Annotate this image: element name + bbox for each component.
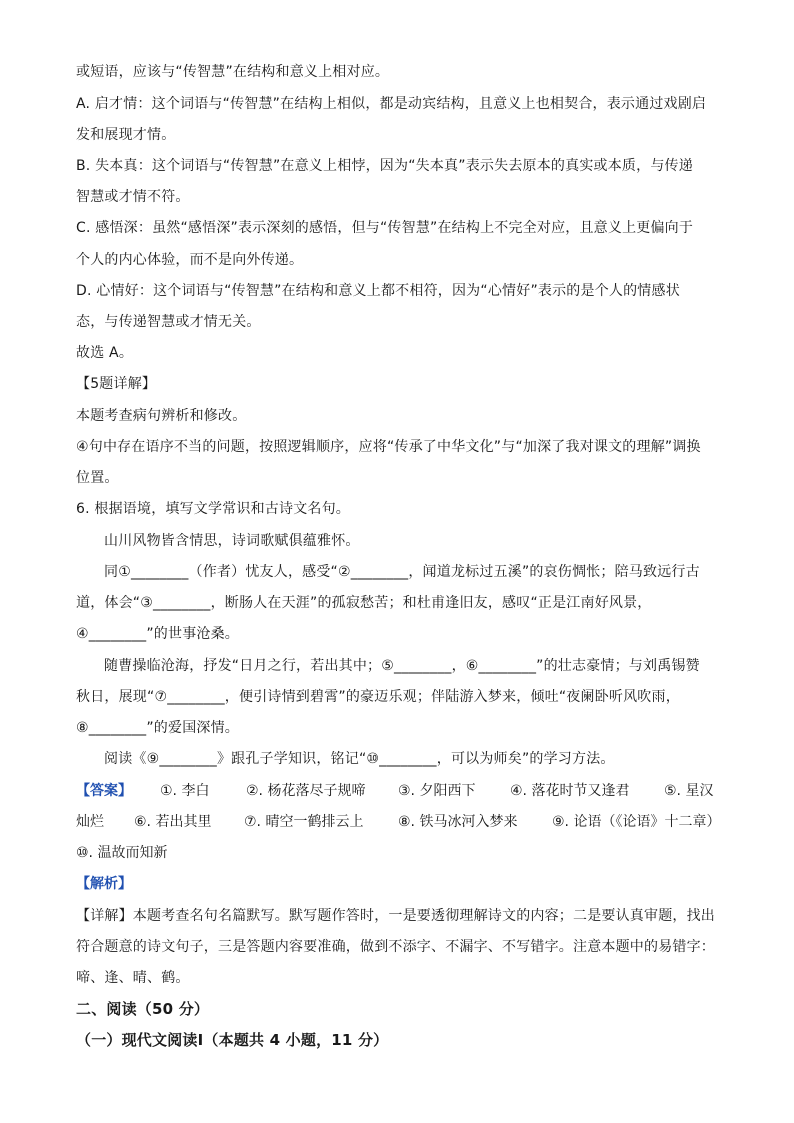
answer-text: 星汉 [685, 783, 714, 799]
text-line: 位置。 [76, 470, 119, 486]
text-line: ⑧________”的爱国深情。 [76, 720, 240, 736]
answer-item [398, 781, 475, 801]
text-line: 秋日，展现“⑦________，便引诗情到碧霄”的豪迈乐观；伴陆游入梦来，倾吐“夜阑卧听风吹雨， [76, 689, 680, 705]
answer-label: 【答案】 [76, 783, 132, 799]
question-6-line: 6. 根据语境，填写文学常识和古诗文名句。 [76, 501, 351, 517]
answer-text: 铁马冰河入梦来 [419, 814, 518, 830]
analysis-line: 啼、逢、晴、鹤。 [76, 970, 190, 986]
answer-text: 温故而知新 [97, 845, 168, 861]
answer-number: ①. [160, 783, 178, 799]
answer-text: 落花时节又逢君 [531, 783, 630, 799]
answer-text: 晴空一鹤排云上 [265, 814, 364, 830]
answer-number: ④. [510, 783, 528, 799]
answer-text: 杨花落尽子规啼 [267, 783, 366, 799]
answer-number: ②. [246, 783, 264, 799]
text-line: 道，体会“③________，断肠人在天涯”的孤寂愁苦；和杜甫逢旧友，感叹“正是江南好风景， [76, 595, 652, 611]
answer-number: ⑦. [244, 814, 262, 830]
option-c-line: C. 感悟深：虽然“感悟深”表示深刻的感悟，但与“传智慧”在结构上不完全对应，且意义上更偏向于 [76, 220, 694, 236]
answer-number: ⑥. [134, 814, 152, 830]
text-line: 个人的内心体验，而不是向外传递。 [76, 252, 304, 268]
answer-text: 李白 [181, 783, 210, 799]
answer-number: ⑧. [398, 814, 416, 830]
text-line: 同①________（作者）忧友人，感受“②________，闻道龙标过五溪”的哀伤惆怅；陪马致远行古 [104, 564, 700, 580]
answer-item [76, 812, 104, 832]
text-line: 阅读《⑨________》跟孔子学知识，铭记“⑩________，可以为师矣”的学习方法。 [104, 751, 615, 767]
answer-item [160, 781, 209, 801]
analysis-line: 【详解】本题考查名句名篇默写。默写题作答时，一是要透彻理解诗文的内容；二是要认真审题，找出 [76, 908, 715, 924]
option-d-line: D. 心情好：这个词语与“传智慧”在结构和意义上都不相符，因为“心情好”表示的是个人的情感状 [76, 283, 680, 299]
text-line: 随曹操临沧海，抒发“日月之行，若出其中；⑤________，⑥________”的壮志豪情；与刘禹锡赞 [104, 658, 700, 674]
answer-text: 夕阳西下 [419, 783, 476, 799]
answer-item [244, 812, 363, 832]
answer-number: ⑤. [664, 783, 682, 799]
answer-item [510, 781, 629, 801]
answer-item [76, 843, 167, 863]
text-line: ④句中存在语序不当的问题，按照逻辑顺序，应将“传承了中华文化”与“加深了我对课文的理解”调换 [76, 439, 701, 455]
option-b-line: B. 失本真：这个词语与“传智慧”在意义上相悖，因为“失本真”表示失去原本的真实或本质，与传递 [76, 158, 693, 174]
conclusion-line: 故选 A。 [76, 345, 134, 361]
section-subtitle: （一）现代文阅读Ⅰ（本题共 4 小题，11 分） [76, 1031, 389, 1049]
option-a-line: A. 启才情：这个词语与“传智慧”在结构上相似，都是动宾结构，且意义上也相契合，表示通过戏剧启 [76, 96, 707, 112]
answer-item [246, 781, 365, 801]
analysis-label: 【解析】 [76, 876, 132, 892]
detail-heading: 【5题详解】 [76, 376, 157, 392]
text-line: ④________”的世事沧桑。 [76, 626, 240, 642]
text-line: 本题考查病句辨析和修改。 [76, 408, 247, 424]
answer-text: 若出其里 [155, 814, 212, 830]
answer-text: 灿烂 [76, 814, 104, 830]
answer-number: ⑩. [76, 845, 94, 861]
text-line: 或短语，应该与“传智慧”在结构和意义上相对应。 [76, 64, 390, 80]
answer-number: ⑨. [552, 814, 570, 830]
text-line: 态，与传递智慧或才情无关。 [76, 314, 261, 330]
analysis-line: 符合题意的诗文句子，三是答题内容要准确，做到不添字、不漏字、不写错字。注意本题中的易错字： [76, 939, 715, 955]
text-line: 发和展现才情。 [76, 127, 176, 143]
answer-item [398, 812, 517, 832]
answer-item [664, 781, 713, 801]
text-line: 智慧或才情不符。 [76, 189, 190, 205]
text-line: 山川风物皆含情思，诗词歌赋俱蕴雅怀。 [104, 533, 360, 549]
answer-item [552, 812, 720, 832]
section-title: 二、阅读（50 分） [76, 1000, 210, 1018]
answer-number: ③. [398, 783, 416, 799]
answer-item [134, 812, 211, 832]
answer-text: 论语（《论语》十二章） [573, 814, 721, 830]
